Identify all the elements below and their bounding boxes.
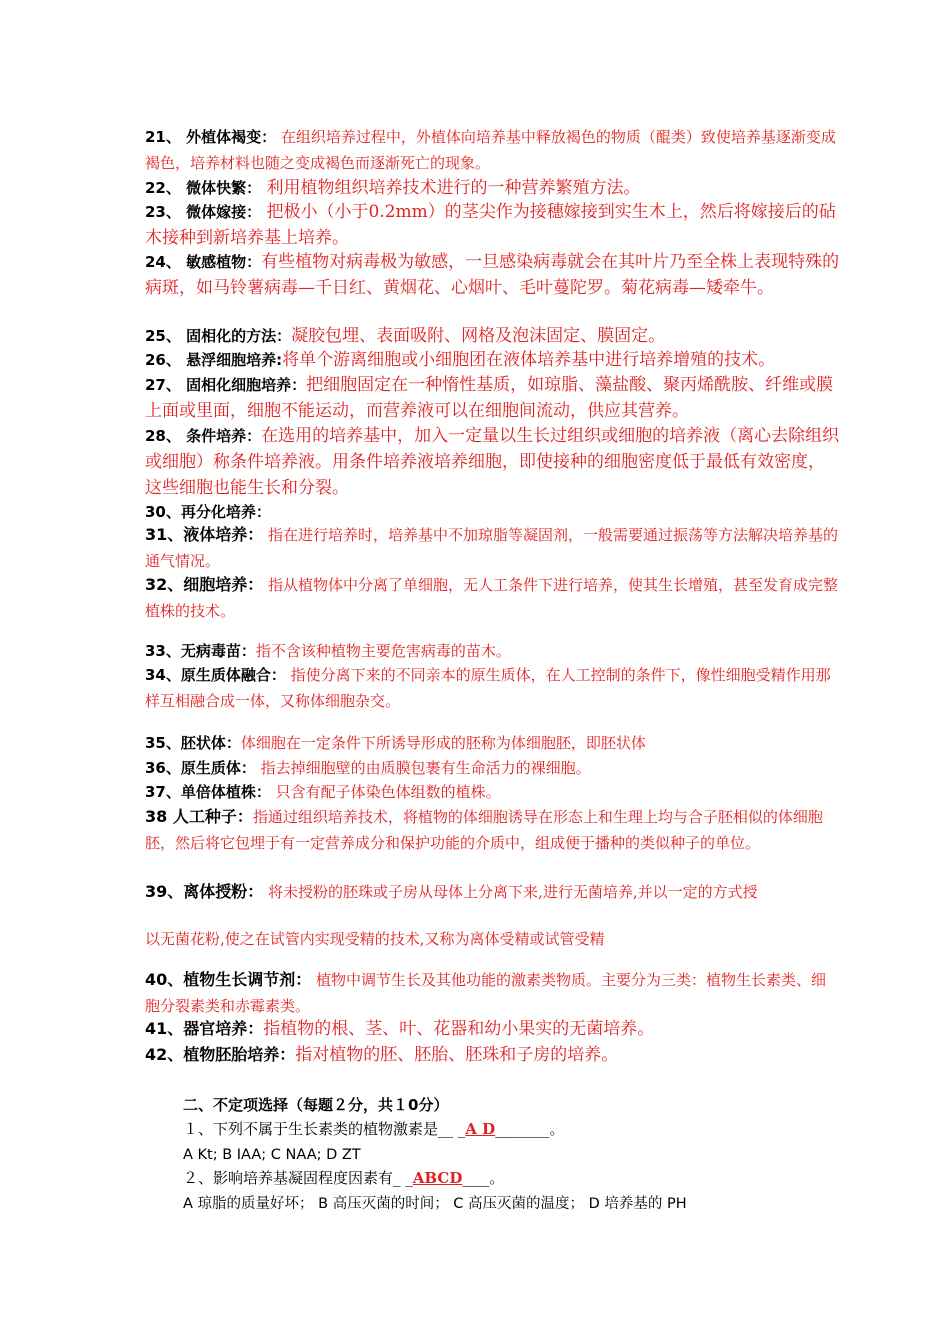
- entry-term: 37、单倍体植株：: [145, 783, 271, 801]
- entry-37: [145, 779, 841, 805]
- question-2-answer: ABCD: [412, 1169, 463, 1187]
- entry-term: 32、细胞培养：: [145, 575, 264, 594]
- entry-term: 41、器官培养：: [145, 1019, 264, 1038]
- entry-term: 36、原生质体：: [145, 759, 256, 777]
- entry-term: 35、胚状体：: [145, 734, 241, 752]
- entry-term: 21、 外植体褐变：: [145, 128, 277, 146]
- entry-definition: 把细胞固定在一种惰性基质，如琼脂、藻盐酸、聚丙烯酰胺、纤维或膜上面或里面，细胞不能运动，而营养液可以在细胞间流动，供应其营养。: [145, 375, 834, 421]
- entry-definition: 把极小（小于0.2mm）的茎尖作为接穗嫁接到实生木上，然后将嫁接后的砧木接种到新培养基上培养。: [145, 202, 836, 248]
- section-heading: [183, 1093, 823, 1117]
- entry-term: 22、 微体快繁：: [145, 179, 262, 197]
- entry-23: [145, 199, 841, 251]
- entry-33: [145, 638, 841, 664]
- entry-22: [145, 175, 841, 201]
- question-2: [183, 1166, 823, 1190]
- entry-term: 31、液体培养：: [145, 525, 264, 544]
- entry-term: 30、再分化培养：: [145, 503, 271, 521]
- entry-39: [145, 879, 841, 905]
- entry-definition: 指不含该种植物主要危害病毒的苗木。: [255, 642, 511, 660]
- entry-38: [145, 804, 841, 856]
- entry-definition: 将单个游离细胞或小细胞团在液体培养基中进行培养增殖的技术。: [282, 350, 776, 370]
- entry-definition: 植物中调节生长及其他功能的激素类物质。主要分为三类：植物生长素类、细胞分裂素类和赤霉素类。: [145, 971, 827, 1015]
- entry-39-continued: [145, 926, 841, 952]
- entry-definition: 指植物的根、茎、叶、花器和幼小果实的无菌培养。: [263, 1019, 655, 1039]
- entry-definition: 指使分离下来的不同亲本的原生质体，在人工控制的条件下，像性细胞受精作用那样互相融合成一体，又称体细胞杂交。: [145, 666, 831, 710]
- entry-definition: 在选用的培养基中，加入一定量以生长过组织或细胞的培养液（离心去除组织或细胞）称条件培养液。用条件培养液培养细胞，即使接种的细胞密度低于最低有效密度，这些细胞也能生长和分裂。: [145, 426, 840, 498]
- entry-term: 24、 敏感植物：: [145, 253, 262, 271]
- entry-definition: 以无菌花粉,使之在试管内实现受精的技术,又称为离体受精或试管受精: [145, 930, 605, 948]
- question-2-options-text: A 琼脂的质量好坏； B 高压灭菌的时间； C 高压灭菌的温度； D 培养基的 PH: [183, 1196, 687, 1212]
- entry-term: 25、 固相化的方法：: [145, 327, 292, 345]
- question-2-options: [183, 1191, 823, 1216]
- question-1-text: １、下列不属于生长素类的植物激素是__ _: [183, 1120, 466, 1138]
- entry-definition: 利用植物组织培养技术进行的一种营养繁殖方法。: [261, 178, 641, 198]
- entry-28: [145, 423, 841, 501]
- question-2-end: 。: [489, 1169, 505, 1187]
- question-1: [183, 1117, 823, 1141]
- entry-definition: 指对植物的胚、胚胎、胚珠和子房的培养。: [295, 1045, 619, 1065]
- entry-term: 28、 条件培养：: [145, 427, 262, 445]
- entry-definition: 指在进行培养时，培养基中不加琼脂等凝固剂，一般需要通过振荡等方法解决培养基的通气情况。: [145, 526, 839, 570]
- entry-term: 34、原生质体融合：: [145, 666, 286, 684]
- question-2-blank: ___: [462, 1169, 490, 1187]
- entry-definition: 在组织培养过程中，外植体向培养基中释放褐色的物质（醌类）致使培养基逐渐变成褐色，培养材料也随之变成褐色而逐渐死亡的现象。: [145, 128, 836, 172]
- section-heading-text: 二、不定项选择（每题２分，共１0分）: [183, 1096, 449, 1114]
- question-1-answer: A D: [465, 1120, 496, 1138]
- question-1-blank: ______: [495, 1120, 550, 1138]
- entry-42: [145, 1042, 841, 1068]
- question-1-options-text: A Kt; B IAA; C NAA; D ZT: [183, 1147, 361, 1163]
- entry-41: [145, 1016, 841, 1042]
- entry-definition: 只含有配子体染色体组数的植株。: [270, 783, 501, 801]
- entry-36: [145, 755, 841, 781]
- question-1-end: 。: [549, 1120, 565, 1138]
- entry-term: 27、 固相化细胞培养：: [145, 376, 307, 394]
- entry-40: [145, 967, 841, 1019]
- entry-term: 42、植物胚胎培养：: [145, 1045, 296, 1064]
- entry-35: [145, 730, 841, 756]
- entry-32: [145, 572, 841, 624]
- entry-term: 33、无病毒苗：: [145, 642, 256, 660]
- entry-24: [145, 249, 841, 301]
- entry-term: 38 人工种子：: [145, 807, 253, 826]
- entry-term: 40、植物生长调节剂：: [145, 970, 312, 989]
- entry-31: [145, 522, 841, 574]
- entry-definition: 有些植物对病毒极为敏感，一旦感染病毒就会在其叶片乃至全株上表现特殊的病斑，如马铃薯病毒—千日红、黄烟花、心烟叶、毛叶蔓陀罗。菊花病毒—矮牵牛。: [145, 252, 840, 298]
- question-2-text: ２、影响培养基凝固程度因素有_ _: [183, 1169, 413, 1187]
- entry-25: [145, 323, 841, 349]
- entry-26: [145, 347, 841, 373]
- entry-27: [145, 372, 841, 424]
- entry-definition: 凝胶包埋、表面吸附、网格及泡沫固定、膜固定。: [291, 326, 666, 346]
- entry-definition: 指从植物体中分离了单细胞，无人工条件下进行培养，使其生长增殖，甚至发育成完整植株的技术。: [145, 576, 839, 620]
- entry-term: 26、 悬浮细胞培养:: [145, 351, 283, 369]
- entry-definition: 指通过组织培养技术，将植物的体细胞诱导在形态上和生理上均与合子胚相似的体细胞胚，然后将它包埋于有一定营养成分和保护功能的介质中，组成便于播种的类似种子的单位。: [145, 808, 823, 852]
- entry-21: [145, 124, 841, 176]
- entry-definition: 指去掉细胞壁的由质膜包裹有生命活力的裸细胞。: [255, 759, 591, 777]
- entry-term: 23、 微体嫁接：: [145, 203, 262, 221]
- entry-34: [145, 662, 841, 714]
- entry-definition: 将未授粉的胚珠或子房从母体上分离下来,进行无菌培养,并以一定的方式授: [263, 883, 758, 901]
- entry-definition: 体细胞在一定条件下所诱导形成的胚称为体细胞胚，即胚状体: [240, 734, 646, 752]
- entry-term: 39、离体授粉：: [145, 882, 264, 901]
- question-1-options: [183, 1142, 823, 1167]
